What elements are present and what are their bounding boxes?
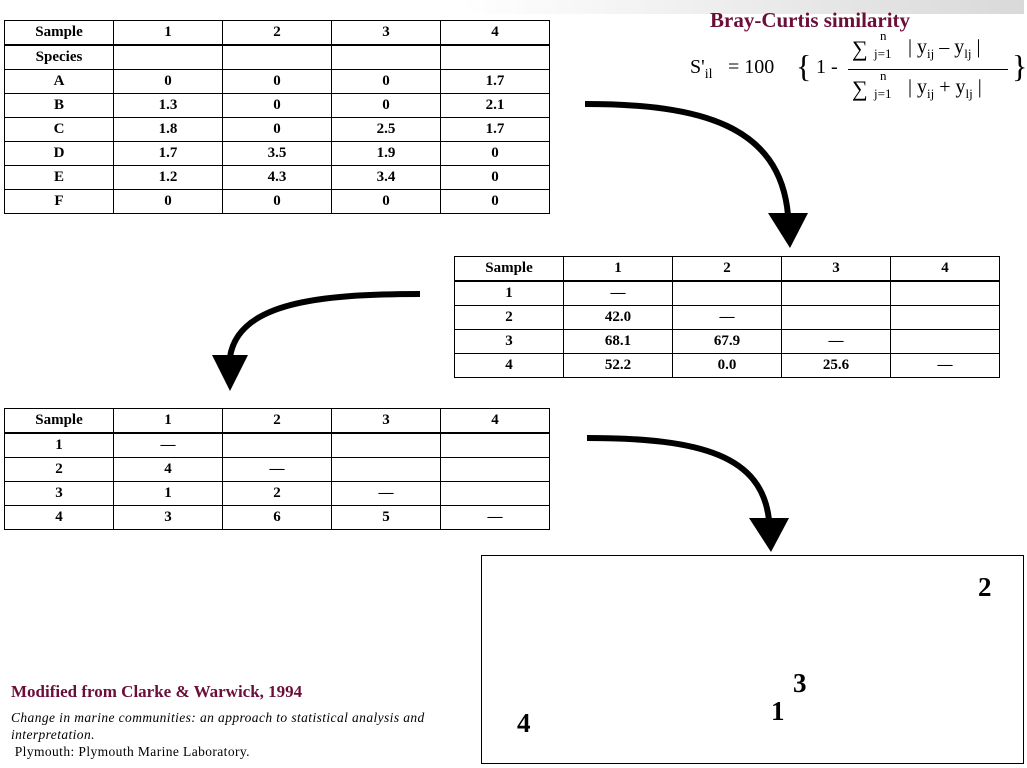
formula-one-minus: 1 - bbox=[816, 56, 838, 78]
header-cell: 2 bbox=[223, 21, 332, 46]
arrow-to-ranks-icon bbox=[208, 285, 428, 395]
table-cell bbox=[441, 458, 550, 482]
reference-publisher: Plymouth: Plymouth Marine Laboratory. bbox=[11, 744, 250, 759]
row-label: 3 bbox=[5, 482, 114, 506]
table-row bbox=[5, 142, 550, 166]
table-cell: 6 bbox=[223, 506, 332, 530]
table-cell: — bbox=[673, 306, 782, 330]
numerator-end: | bbox=[976, 36, 981, 58]
table-row bbox=[5, 190, 550, 214]
table-cell: 0 bbox=[223, 190, 332, 214]
header-cell: 4 bbox=[441, 409, 550, 434]
mds-point-label: 1 bbox=[771, 696, 785, 726]
rank-similarity-table bbox=[4, 408, 550, 530]
table-row bbox=[455, 306, 1000, 330]
mds-point-label: 4 bbox=[517, 708, 531, 738]
header-cell: 3 bbox=[332, 409, 441, 434]
table-cell bbox=[441, 45, 550, 70]
table-cell: 1.9 bbox=[332, 142, 441, 166]
header-cell: 1 bbox=[564, 257, 673, 282]
arrow-to-mds-icon bbox=[582, 428, 802, 558]
table-row bbox=[5, 482, 550, 506]
table-cell: 3 bbox=[114, 506, 223, 530]
table-cell: — bbox=[441, 506, 550, 530]
formula-lhs bbox=[690, 56, 713, 83]
table-cell: — bbox=[332, 482, 441, 506]
row-label: D bbox=[5, 142, 114, 166]
table-row bbox=[5, 70, 550, 94]
row-label: F bbox=[5, 190, 114, 214]
table-cell: 3.5 bbox=[223, 142, 332, 166]
denominator-term: | y bbox=[908, 76, 928, 98]
numerator-subscript-1: ij bbox=[927, 46, 935, 61]
row-label: 4 bbox=[5, 506, 114, 530]
table-row bbox=[455, 281, 1000, 306]
header-cell: Sample bbox=[455, 257, 564, 282]
table-cell: 25.6 bbox=[782, 354, 891, 378]
mds-plot bbox=[481, 555, 1024, 764]
table-cell bbox=[782, 281, 891, 306]
table-cell: 0 bbox=[332, 190, 441, 214]
table-cell bbox=[891, 281, 1000, 306]
header-cell: Sample bbox=[5, 21, 114, 46]
table-cell: 42.0 bbox=[564, 306, 673, 330]
table-cell bbox=[891, 330, 1000, 354]
header-cell: 3 bbox=[782, 257, 891, 282]
table-row bbox=[5, 118, 550, 142]
species-label-row bbox=[5, 45, 550, 70]
numerator-mid: – y bbox=[939, 36, 965, 58]
table-header-row bbox=[5, 21, 550, 46]
table-cell bbox=[332, 433, 441, 458]
sum-lower-denominator: j=1 bbox=[874, 86, 892, 101]
sum-lower-numerator: j=1 bbox=[874, 46, 892, 61]
header-cell: 4 bbox=[441, 21, 550, 46]
table-cell: 52.2 bbox=[564, 354, 673, 378]
denominator-mid: + y bbox=[939, 76, 966, 98]
table-cell: 0 bbox=[114, 190, 223, 214]
table-cell bbox=[673, 281, 782, 306]
table-cell bbox=[441, 482, 550, 506]
table-cell bbox=[223, 45, 332, 70]
fraction-bar bbox=[848, 69, 1008, 70]
table-row bbox=[5, 94, 550, 118]
table-row bbox=[5, 433, 550, 458]
table-cell: — bbox=[114, 433, 223, 458]
formula-open-brace: { bbox=[796, 48, 812, 84]
table-cell: 0 bbox=[441, 142, 550, 166]
table-cell: 0 bbox=[441, 166, 550, 190]
header-cell: 3 bbox=[332, 21, 441, 46]
reference-text bbox=[11, 709, 451, 760]
table-cell: — bbox=[564, 281, 673, 306]
table-cell bbox=[332, 45, 441, 70]
table-cell: 1.7 bbox=[114, 142, 223, 166]
reference-title: Change in marine communities: an approach to statistical analysis and interpretation. bbox=[11, 710, 425, 742]
numerator-term: | y bbox=[908, 36, 928, 58]
formula-numerator bbox=[908, 36, 981, 62]
sum-upper-denominator: n bbox=[880, 68, 887, 83]
formula-close-brace: } bbox=[1012, 48, 1027, 84]
formula-lhs-symbol: S' bbox=[690, 56, 705, 78]
table-cell: 0.0 bbox=[673, 354, 782, 378]
species-label: Species bbox=[5, 45, 114, 70]
table-cell: 1.7 bbox=[441, 118, 550, 142]
table-cell: 1.7 bbox=[441, 70, 550, 94]
table-cell: 0 bbox=[332, 94, 441, 118]
source-credit: Modified from Clarke & Warwick, 1994 bbox=[11, 682, 303, 701]
table-cell: — bbox=[782, 330, 891, 354]
table-cell bbox=[782, 306, 891, 330]
species-abundance-table bbox=[4, 20, 550, 214]
table-cell: 68.1 bbox=[564, 330, 673, 354]
sum-symbol-denominator: ∑ bbox=[852, 76, 868, 101]
row-label: B bbox=[5, 94, 114, 118]
formula-denominator bbox=[908, 76, 982, 102]
header-cell: 4 bbox=[891, 257, 1000, 282]
formula-lhs-subscript: il bbox=[704, 67, 713, 82]
header-cell: 2 bbox=[673, 257, 782, 282]
row-label: E bbox=[5, 166, 114, 190]
similarity-matrix-table bbox=[454, 256, 1000, 378]
row-label: A bbox=[5, 70, 114, 94]
table-cell: — bbox=[223, 458, 332, 482]
table-cell: 3.4 bbox=[332, 166, 441, 190]
table-cell bbox=[332, 458, 441, 482]
formula-equals: = 100 bbox=[728, 56, 775, 78]
mds-point-label: 3 bbox=[793, 668, 807, 698]
table-row bbox=[5, 166, 550, 190]
denominator-subscript-1: ij bbox=[927, 86, 935, 101]
table-cell: 1 bbox=[114, 482, 223, 506]
table-header-row bbox=[455, 257, 1000, 282]
table-cell: 0 bbox=[223, 70, 332, 94]
row-label: 4 bbox=[455, 354, 564, 378]
arrow-to-similarity-icon bbox=[580, 95, 820, 255]
row-label: 3 bbox=[455, 330, 564, 354]
table-cell: 0 bbox=[223, 94, 332, 118]
header-cell: Sample bbox=[5, 409, 114, 434]
table-cell bbox=[441, 433, 550, 458]
sum-upper-numerator: n bbox=[880, 28, 887, 43]
mds-point-label: 2 bbox=[978, 572, 992, 602]
sum-symbol-numerator: ∑ bbox=[852, 36, 868, 61]
table-header-row bbox=[5, 409, 550, 434]
table-cell: 67.9 bbox=[673, 330, 782, 354]
table-cell: 0 bbox=[332, 70, 441, 94]
header-cell: 1 bbox=[114, 21, 223, 46]
denominator-subscript-2: lj bbox=[965, 86, 973, 101]
table-cell: 2 bbox=[223, 482, 332, 506]
header-cell: 1 bbox=[114, 409, 223, 434]
table-row bbox=[5, 458, 550, 482]
table-cell: 5 bbox=[332, 506, 441, 530]
table-cell: 0 bbox=[223, 118, 332, 142]
table-cell: 2.5 bbox=[332, 118, 441, 142]
table-cell: 2.1 bbox=[441, 94, 550, 118]
table-cell: — bbox=[891, 354, 1000, 378]
header-cell: 2 bbox=[223, 409, 332, 434]
numerator-subscript-2: lj bbox=[964, 46, 972, 61]
table-row bbox=[5, 506, 550, 530]
table-cell: 4 bbox=[114, 458, 223, 482]
table-row bbox=[455, 354, 1000, 378]
table-cell: 1.2 bbox=[114, 166, 223, 190]
row-label: 2 bbox=[455, 306, 564, 330]
table-cell: 0 bbox=[114, 70, 223, 94]
page-title: Bray-Curtis similarity bbox=[710, 8, 911, 32]
table-cell: 4.3 bbox=[223, 166, 332, 190]
table-cell: 1.8 bbox=[114, 118, 223, 142]
row-label: 1 bbox=[5, 433, 114, 458]
table-cell bbox=[223, 433, 332, 458]
row-label: 2 bbox=[5, 458, 114, 482]
table-cell: 1.3 bbox=[114, 94, 223, 118]
row-label: C bbox=[5, 118, 114, 142]
table-row bbox=[455, 330, 1000, 354]
table-cell: 0 bbox=[441, 190, 550, 214]
row-label: 1 bbox=[455, 281, 564, 306]
table-cell bbox=[891, 306, 1000, 330]
table-cell bbox=[114, 45, 223, 70]
denominator-end: | bbox=[977, 76, 982, 98]
